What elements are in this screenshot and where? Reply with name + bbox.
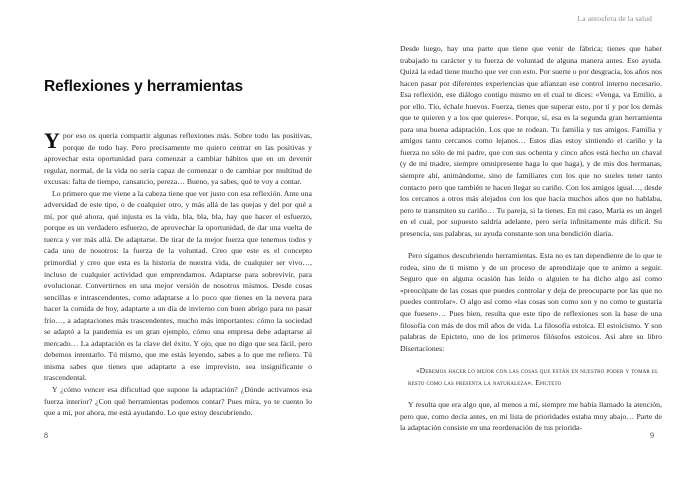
right-page (350, 0, 700, 490)
left-page-text (44, 130, 312, 419)
drop-cap: Y (44, 128, 60, 153)
chapter-title: Reflexiones y herramientas (44, 78, 243, 95)
page-number: 8 (44, 431, 48, 440)
page-number: 9 (650, 431, 654, 440)
paragraph (44, 130, 312, 188)
paragraph: Y resulta que era algo que, al menos a mí, siempre me había llamado la atención, pero que, como decía antes, en mi lista de prioridades estaba muy abajo… Parte de la adaptación consiste en una reordenación de tus priorida- (400, 400, 662, 433)
block-quote: «Debemos hacer lo mejor con las cosas que están en nuestro poder y tomar el resto como las presenta la naturaleza». Epicteto (408, 366, 659, 387)
running-head: La antosfera de la salud (577, 14, 652, 23)
paragraph: Pero sigamos descubriendo herramientas. Esta no es tan dependiente de lo que te rodea, sino de ti mismo y de un proceso de aprendizaje que te animo a seguir. Seguro que en alguna ocasión has leído o alguien te ha dicho algo así como «preocúpate de las cosas que puedes controlar y deja de preocuparte por las que no puedes controlar». O algo así como «las cosas son como son y no como te gustaría que fuesen»… Pues bien, resulta que este tipo de reflexiones son la base de una filosofía con más de dos mil años de vida. La filosofía estoica. El estoicismo. Y son palabras de Epicteto, uno de los primeros filósofos estoicos. Así abre su libro Disertaciones: (400, 251, 662, 353)
paragraph: Lo primero que me viene a la cabeza tiene que ver justo con esa reflexión. Ante una adversidad de este tipo, o de cualquier otro, y más allá de las quejas y del por qué a mí, por qué ahora, qué injusta es la vida, bla, bla, bla, hay que hacer el esfuerzo, porque es un verdadero esfuerzo, de aprovechar la oportunidad, de dar una vuelta de tuerca y ver más allá. De adaptarse. De tirar de la mejor fuerza que tenemos todos y cada uno de nosotros: la fuerza de la voluntad. Creo que este es el concepto primordial y creo que esta es la historia de nuestra vida, de cualquier ser vivo…, incluso de cualquier actividad que emprendamos. Adaptarse para sobrevivir, para evolucionar. Convertirnos en una mejor versión de nosotros mismos. Desde cosas sencillas e intrascendentes, como adaptarse a lo poco que tienes en la nevera para hacer la comida de hoy, adaptarte a un día de invierno con buen abrigo para no pasar frío…, a adaptaciones más trascendentes, mucho más importantes: cómo la sociedad se adaptó a la pandemia es un gran ejemplo, cómo una empresa debe adaptarse al mercado… La adaptación es la clave del éxito. Y ojo, que no digo que sea fácil, pero debemos intentarlo. Tú mismo, que me estás leyendo, sabes a lo que me refiero. Tú misma sabes que tienes que adaptarte a ese imprevisto, sea insignificante o trascendental. (44, 188, 312, 383)
paragraph: Desde luego, hay una parte que tiene que venir de fábrica; tienes que haber trabajado tu carácter y tu fuerza de voluntad de alguna manera antes. Eso ayuda. Quizá la edad tiene mucho que ver con esto. Por suerte o por desgracia, los años nos hacen pasar por diferentes experiencias que afianzan ese control interno necesario. Esa reflexión, ese diálogo contigo mismo en el cual te dices: «Venga, va Emilio, a por ello. Tío, échale huevos. Fuerza, tienes que superar esto, por ti y por los demás que te quieren y a los que quieres». Porque, sí, esa es la segunda gran herramienta para una buena adaptación. Los que te rodean. Tu familia y tus amigos. Familia y amigos tanto cercanos como lejanos… Estos días estoy sintiendo el cariño y la fuerza no sólo de mi padre, que con sus ochenta y cinco años está hecho un chaval (y de mi madre, siempre omnipresente haga lo que haga), y de mis dos hermanas, siempre ahí, animándome, sino de familiares con los que no sueles tener tanto contacto pero que también te hacen llegar su cariño. Con los amigos igual…, desde los cercanos a otros más alejados con los que hacía muchos años que no hablaba, pero te transmiten su cariño… Tu pareja, si la tienes. En mi caso, María es un ángel en el cual, por supuesto saldría adelante, pero sería infinitamente más difícil. Su presencia, sus palabras, su ayuda constante son una bendición diaria. (400, 44, 662, 238)
paragraph-text: por eso os quería compartir algunas reflexiones más. Sobre todo las positivas, porque de todo hay. Pero precisamente me quiero centrar en las positivas y aprovechar esta oportunidad para comenzar a cambiar hábitos que en un devenir regular, normal, de la vida no sería capaz de comenzar o de cambiar por multitud de excusas: falta de tiempo, cansancio, pereza… Bueno, ya sabes, qué te voy a contar. (44, 131, 312, 187)
right-page-text (400, 43, 662, 434)
paragraph: Y ¿cómo vencer esa dificultad que supone la adaptación? ¿Dónde activamos esa fuerza interior? ¿Con qué herramientas podemos contar? Pues mira, yo te cuento lo que a mí, por ahora, me está ayudando. Lo que estoy descubriendo. (44, 385, 312, 418)
